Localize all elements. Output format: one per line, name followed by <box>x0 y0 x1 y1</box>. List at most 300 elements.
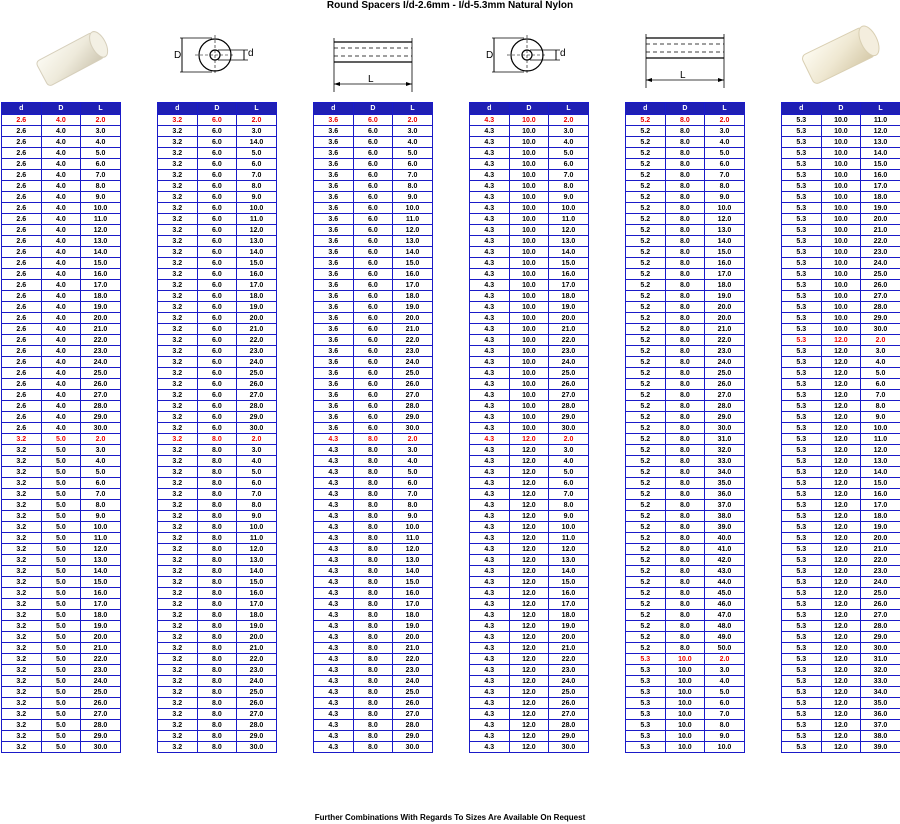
table-cell: 10.0 <box>509 280 549 291</box>
table-cell: 3.2 <box>158 599 198 610</box>
table-cell: 5.2 <box>626 357 666 368</box>
table-cell: 3.0 <box>81 126 121 137</box>
table-row <box>314 511 433 522</box>
table-cell: 14.0 <box>81 566 121 577</box>
table-cell: 8.0 <box>665 159 705 170</box>
table-row <box>470 489 589 500</box>
table-cell: 5.3 <box>782 632 822 643</box>
table-cell: 8.0 <box>665 280 705 291</box>
table-cell: 10.0 <box>509 115 549 126</box>
table-row <box>470 544 589 555</box>
table-cell: 5.3 <box>782 544 822 555</box>
table-cell: 2.6 <box>2 269 42 280</box>
table-cell: 8.0 <box>353 478 393 489</box>
table-cell: 12.0 <box>821 500 861 511</box>
table-cell: 4.3 <box>314 434 354 445</box>
table-cell: 27.0 <box>549 709 589 720</box>
table-cell: 8.0 <box>197 577 237 588</box>
table-row <box>782 588 900 599</box>
table-row <box>158 302 277 313</box>
table-cell: 4.3 <box>314 643 354 654</box>
table-row <box>626 170 745 181</box>
spec-table-5 <box>625 102 745 753</box>
table-cell: 5.2 <box>626 423 666 434</box>
spec-table-6 <box>781 102 900 753</box>
table-row <box>314 258 433 269</box>
table-cell: 12.0 <box>821 533 861 544</box>
table-row <box>158 478 277 489</box>
table-cell: 4.0 <box>41 346 81 357</box>
table-row <box>158 687 277 698</box>
table-cell: 29.0 <box>393 731 433 742</box>
table-row <box>782 203 900 214</box>
table-cell: 6.0 <box>353 137 393 148</box>
table-cell: 15.0 <box>237 577 277 588</box>
table-row <box>626 555 745 566</box>
table-cell: 18.0 <box>237 610 277 621</box>
table-cell: 8.0 <box>665 599 705 610</box>
table-cell: 2.6 <box>2 148 42 159</box>
table-row <box>158 346 277 357</box>
table-cell: 3.2 <box>158 588 198 599</box>
column-header: d <box>626 103 666 115</box>
table-cell: 4.3 <box>314 665 354 676</box>
table-cell: 17.0 <box>237 280 277 291</box>
table-cell: 4.3 <box>314 676 354 687</box>
table-cell: 4.0 <box>41 148 81 159</box>
table-cell: 3.2 <box>2 643 42 654</box>
table-cell: 8.0 <box>665 203 705 214</box>
table-row <box>626 291 745 302</box>
table-cell: 8.0 <box>197 467 237 478</box>
table-cell: 20.0 <box>549 313 589 324</box>
table-cell: 50.0 <box>705 643 745 654</box>
table-cell: 3.2 <box>158 126 198 137</box>
table-cell: 4.0 <box>41 115 81 126</box>
table-row <box>470 324 589 335</box>
table-cell: 17.0 <box>705 269 745 280</box>
table-cell: 10.0 <box>821 115 861 126</box>
table-cell: 4.3 <box>470 291 510 302</box>
table-cell: 4.3 <box>470 555 510 566</box>
table-row <box>470 148 589 159</box>
table-cell: 6.0 <box>705 698 745 709</box>
table-cell: 16.0 <box>705 258 745 269</box>
table-row <box>782 610 900 621</box>
table-cell: 28.0 <box>237 401 277 412</box>
table-row <box>314 247 433 258</box>
table-cell: 20.0 <box>861 214 900 225</box>
table-cell: 6.0 <box>353 269 393 280</box>
table-row <box>158 203 277 214</box>
table-cell: 8.0 <box>665 533 705 544</box>
table-row <box>2 159 121 170</box>
table-row <box>158 456 277 467</box>
table-cell: 4.3 <box>470 170 510 181</box>
table-cell: 37.0 <box>861 720 900 731</box>
table-cell: 5.2 <box>626 401 666 412</box>
table-cell: 13.0 <box>237 236 277 247</box>
table-cell: 3.2 <box>158 291 198 302</box>
table-cell: 3.2 <box>158 621 198 632</box>
table-row <box>626 302 745 313</box>
spacer-photo-right <box>794 20 890 88</box>
table-cell: 5.3 <box>782 379 822 390</box>
table-cell: 7.0 <box>393 170 433 181</box>
table-cell: 4.3 <box>470 731 510 742</box>
table-cell: 6.0 <box>861 379 900 390</box>
table-row <box>626 192 745 203</box>
table-cell: 5.2 <box>626 324 666 335</box>
table-cell: 5.2 <box>626 544 666 555</box>
table-cell: 10.0 <box>509 137 549 148</box>
table-cell: 3.2 <box>158 610 198 621</box>
table-cell: 4.0 <box>41 236 81 247</box>
table-cell: 3.2 <box>158 500 198 511</box>
table-cell: 8.0 <box>665 621 705 632</box>
table-cell: 20.0 <box>705 313 745 324</box>
table-cell: 29.0 <box>81 412 121 423</box>
table-cell: 22.0 <box>705 335 745 346</box>
table-row <box>782 214 900 225</box>
table-cell: 5.3 <box>626 687 666 698</box>
table-cell: 5.0 <box>41 434 81 445</box>
table-cell: 12.0 <box>821 599 861 610</box>
table-cell: 10.0 <box>821 181 861 192</box>
table-row <box>470 610 589 621</box>
table-cell: 3.2 <box>2 687 42 698</box>
table-row <box>158 126 277 137</box>
table-cell: 6.0 <box>353 291 393 302</box>
table-cell: 4.3 <box>470 236 510 247</box>
table-cell: 8.0 <box>665 522 705 533</box>
table-cell: 8.0 <box>353 643 393 654</box>
column-header: d <box>2 103 42 115</box>
table-cell: 8.0 <box>353 445 393 456</box>
table-cell: 13.0 <box>549 555 589 566</box>
table-cell: 3.2 <box>158 148 198 159</box>
table-row <box>470 379 589 390</box>
table-cell: 5.2 <box>626 379 666 390</box>
table-cell: 8.0 <box>665 478 705 489</box>
table-row <box>314 137 433 148</box>
table-row <box>2 203 121 214</box>
table-cell: 3.2 <box>158 170 198 181</box>
table-cell: 5.3 <box>782 357 822 368</box>
label-d: d <box>560 48 566 59</box>
table-cell: 20.0 <box>705 302 745 313</box>
table-cell: 6.0 <box>353 423 393 434</box>
table-cell: 21.0 <box>81 643 121 654</box>
table-cell: 12.0 <box>821 731 861 742</box>
table-cell: 5.3 <box>782 456 822 467</box>
table-row <box>2 632 121 643</box>
table-cell: 31.0 <box>705 434 745 445</box>
table-row <box>158 544 277 555</box>
table-row <box>2 247 121 258</box>
table-cell: 8.0 <box>197 533 237 544</box>
table-cell: 3.2 <box>2 654 42 665</box>
table-row <box>782 533 900 544</box>
table-cell: 4.3 <box>314 687 354 698</box>
table-row <box>470 401 589 412</box>
table-cell: 4.3 <box>314 577 354 588</box>
table-cell: 8.0 <box>197 632 237 643</box>
table-row <box>470 423 589 434</box>
table-row <box>782 456 900 467</box>
table-cell: 4.3 <box>314 522 354 533</box>
table-cell: 9.0 <box>81 511 121 522</box>
table-row <box>626 214 745 225</box>
table-row <box>158 291 277 302</box>
table-cell: 11.0 <box>393 214 433 225</box>
table-cell: 4.3 <box>314 599 354 610</box>
table-cell: 5.3 <box>782 236 822 247</box>
table-cell: 18.0 <box>861 192 900 203</box>
table-cell: 6.0 <box>197 379 237 390</box>
table-cell: 3.2 <box>158 115 198 126</box>
table-cell: 6.0 <box>353 368 393 379</box>
table-cell: 5.3 <box>782 489 822 500</box>
table-cell: 10.0 <box>509 368 549 379</box>
table-row <box>470 346 589 357</box>
table-cell: 16.0 <box>393 588 433 599</box>
table-row <box>470 258 589 269</box>
table-row <box>2 676 121 687</box>
table-cell: 5.3 <box>782 214 822 225</box>
table-cell: 28.0 <box>81 401 121 412</box>
table-cell: 13.0 <box>237 555 277 566</box>
table-cell: 4.0 <box>41 280 81 291</box>
table-row <box>470 247 589 258</box>
table-cell: 12.0 <box>509 610 549 621</box>
table-cell: 12.0 <box>821 676 861 687</box>
table-row <box>2 643 121 654</box>
table-cell: 10.0 <box>509 324 549 335</box>
table-cell: 5.0 <box>41 456 81 467</box>
table-cell: 10.0 <box>821 214 861 225</box>
table-row <box>626 709 745 720</box>
table-cell: 5.2 <box>626 368 666 379</box>
table-cell: 10.0 <box>509 258 549 269</box>
table-cell: 2.6 <box>2 159 42 170</box>
table-cell: 10.0 <box>861 423 900 434</box>
table-row <box>2 313 121 324</box>
table-row <box>470 126 589 137</box>
table-row <box>626 511 745 522</box>
table-row <box>2 665 121 676</box>
table-cell: 5.3 <box>782 126 822 137</box>
table-row <box>314 434 433 445</box>
table-cell: 12.0 <box>509 566 549 577</box>
table-cell: 30.0 <box>549 742 589 753</box>
table-cell: 30.0 <box>237 742 277 753</box>
table-cell: 5.2 <box>626 533 666 544</box>
table-row <box>626 379 745 390</box>
table-row <box>626 434 745 445</box>
table-cell: 4.3 <box>470 434 510 445</box>
table-cell: 4.3 <box>470 720 510 731</box>
table-cell: 5.0 <box>41 533 81 544</box>
table-cell: 8.0 <box>197 511 237 522</box>
table-cell: 6.0 <box>353 313 393 324</box>
table-row <box>158 137 277 148</box>
table-cell: 3.2 <box>158 423 198 434</box>
table-cell: 30.0 <box>549 423 589 434</box>
table-row <box>626 467 745 478</box>
table-cell: 2.0 <box>549 115 589 126</box>
table-row <box>782 115 900 126</box>
table-cell: 5.3 <box>626 654 666 665</box>
table-cell: 4.3 <box>470 192 510 203</box>
table-cell: 12.0 <box>509 555 549 566</box>
table-cell: 4.3 <box>314 555 354 566</box>
table-cell: 6.0 <box>353 170 393 181</box>
table-cell: 5.0 <box>393 148 433 159</box>
table-cell: 8.0 <box>665 467 705 478</box>
table-cell: 3.6 <box>314 302 354 313</box>
table-cell: 6.0 <box>197 269 237 280</box>
table-row <box>158 709 277 720</box>
table-cell: 6.0 <box>353 203 393 214</box>
table-cell: 12.0 <box>821 368 861 379</box>
table-cell: 10.0 <box>237 522 277 533</box>
table-cell: 4.3 <box>470 665 510 676</box>
table-row <box>626 742 745 753</box>
table-cell: 8.0 <box>665 170 705 181</box>
table-cell: 8.0 <box>665 577 705 588</box>
table-cell: 5.2 <box>626 170 666 181</box>
table-cell: 3.2 <box>2 522 42 533</box>
table-cell: 3.0 <box>393 126 433 137</box>
table-row <box>470 566 589 577</box>
table-cell: 12.0 <box>509 643 549 654</box>
table-cell: 5.2 <box>626 126 666 137</box>
table-cell: 5.3 <box>782 247 822 258</box>
table-cell: 8.0 <box>393 181 433 192</box>
table-cell: 25.0 <box>237 687 277 698</box>
table-cell: 4.0 <box>41 137 81 148</box>
table-cell: 12.0 <box>509 720 549 731</box>
table-cell: 46.0 <box>705 599 745 610</box>
table-row <box>314 621 433 632</box>
table-cell: 3.2 <box>158 544 198 555</box>
table-row <box>2 401 121 412</box>
table-cell: 3.2 <box>158 159 198 170</box>
table-cell: 15.0 <box>393 577 433 588</box>
table-cell: 3.2 <box>2 500 42 511</box>
table-cell: 8.0 <box>353 511 393 522</box>
table-cell: 3.6 <box>314 346 354 357</box>
table-row <box>314 280 433 291</box>
table-row <box>2 357 121 368</box>
table-row <box>2 456 121 467</box>
table-row <box>626 258 745 269</box>
table-cell: 5.3 <box>782 643 822 654</box>
table-cell: 5.3 <box>782 742 822 753</box>
table-cell: 10.0 <box>509 159 549 170</box>
table-cell: 2.6 <box>2 181 42 192</box>
table-cell: 8.0 <box>197 588 237 599</box>
table-cell: 4.3 <box>470 258 510 269</box>
table-cell: 8.0 <box>197 489 237 500</box>
table-row <box>626 632 745 643</box>
table-cell: 8.0 <box>197 522 237 533</box>
table-cell: 3.2 <box>158 665 198 676</box>
table-cell: 5.0 <box>549 467 589 478</box>
table-cell: 5.2 <box>626 115 666 126</box>
table-cell: 30.0 <box>705 423 745 434</box>
table-row <box>2 269 121 280</box>
table-cell: 3.2 <box>158 522 198 533</box>
table-cell: 3.2 <box>158 533 198 544</box>
table-cell: 6.0 <box>353 324 393 335</box>
table-cell: 5.2 <box>626 236 666 247</box>
table-cell: 13.0 <box>861 137 900 148</box>
table-cell: 6.0 <box>197 159 237 170</box>
table-cell: 3.2 <box>158 577 198 588</box>
table-cell: 19.0 <box>393 302 433 313</box>
table-cell: 8.0 <box>353 654 393 665</box>
table-cell: 18.0 <box>237 291 277 302</box>
table-row <box>626 390 745 401</box>
table-cell: 5.3 <box>782 170 822 181</box>
table-cell: 6.0 <box>197 148 237 159</box>
column-header: d <box>158 103 198 115</box>
table-cell: 12.0 <box>509 687 549 698</box>
table-cell: 8.0 <box>197 676 237 687</box>
table-cell: 16.0 <box>861 170 900 181</box>
table-cell: 16.0 <box>237 269 277 280</box>
table-cell: 37.0 <box>705 500 745 511</box>
table-row <box>158 192 277 203</box>
table-cell: 3.2 <box>2 665 42 676</box>
table-cell: 4.3 <box>470 412 510 423</box>
table-cell: 29.0 <box>393 412 433 423</box>
table-row <box>158 236 277 247</box>
table-cell: 2.6 <box>2 258 42 269</box>
table-cell: 3.2 <box>158 709 198 720</box>
table-cell: 5.3 <box>782 225 822 236</box>
table-row <box>626 720 745 731</box>
table-cell: 6.0 <box>197 368 237 379</box>
table-cell: 23.0 <box>393 346 433 357</box>
table-row <box>470 742 589 753</box>
table-cell: 3.6 <box>314 225 354 236</box>
table-row <box>2 621 121 632</box>
table-cell: 23.0 <box>237 346 277 357</box>
table-cell: 5.0 <box>41 467 81 478</box>
table-cell: 2.0 <box>393 434 433 445</box>
table-cell: 21.0 <box>861 544 900 555</box>
table-row <box>314 676 433 687</box>
table-cell: 10.0 <box>665 709 705 720</box>
table-cell: 9.0 <box>861 412 900 423</box>
table-cell: 5.0 <box>41 500 81 511</box>
table-cell: 10.0 <box>665 720 705 731</box>
table-cell: 16.0 <box>549 269 589 280</box>
table-row <box>314 346 433 357</box>
table-cell: 8.0 <box>665 555 705 566</box>
table-cell: 10.0 <box>509 214 549 225</box>
table-cell: 8.0 <box>197 643 237 654</box>
table-cell: 8.0 <box>353 632 393 643</box>
table-cell: 24.0 <box>705 357 745 368</box>
table-cell: 6.0 <box>197 302 237 313</box>
table-row <box>314 731 433 742</box>
table-row <box>314 324 433 335</box>
table-cell: 15.0 <box>549 258 589 269</box>
